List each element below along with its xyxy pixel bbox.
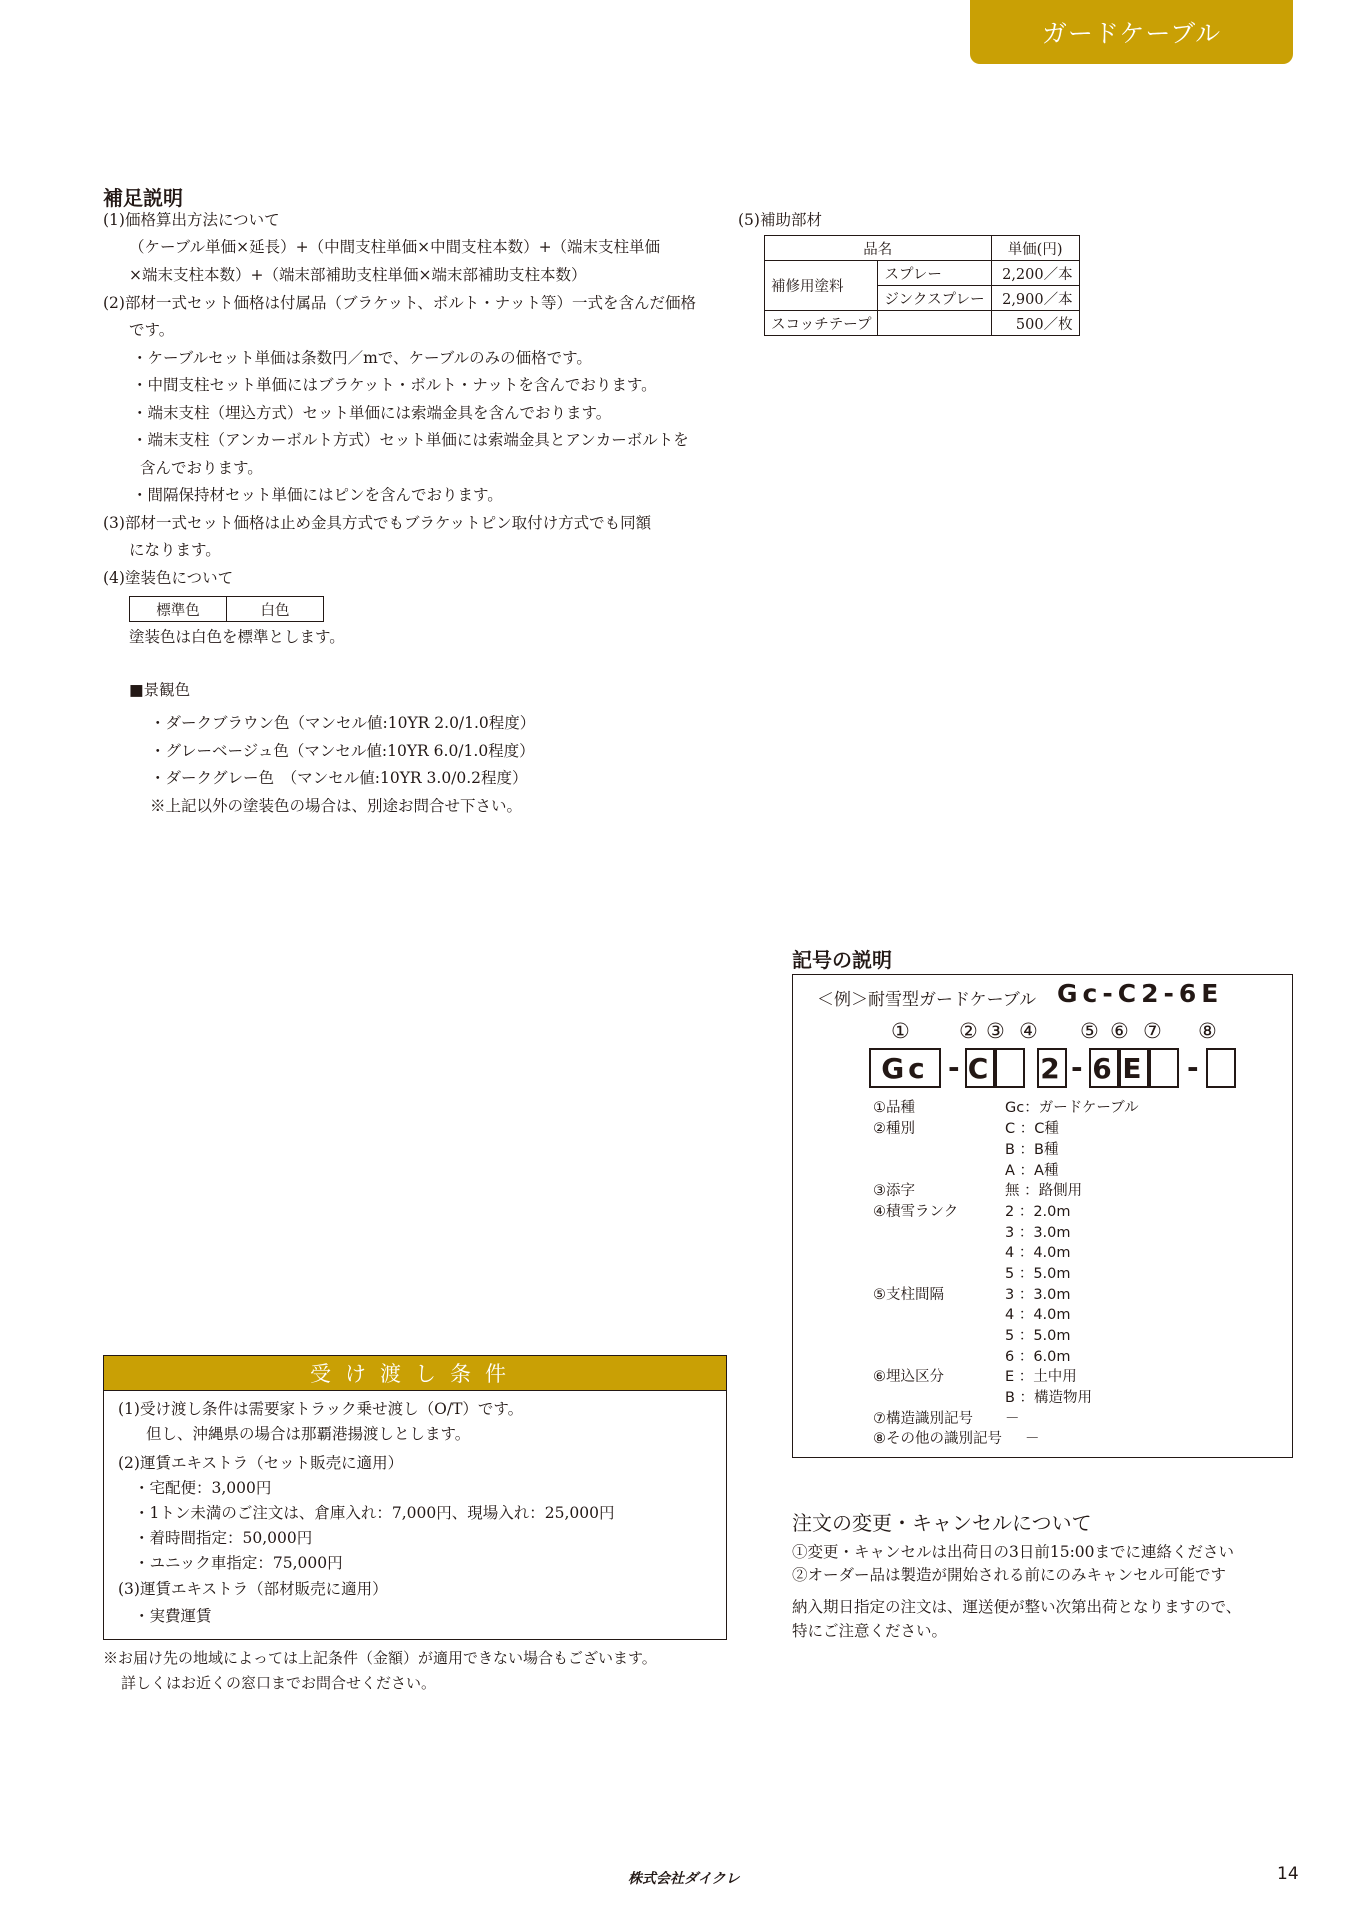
legend-label: ⑧その他の識別記号 — [873, 1431, 1002, 1447]
legend-value: 3 ：3.0m — [1005, 1287, 1071, 1303]
category-tab: ガードケーブル — [970, 0, 1293, 64]
symbols-title: 記号の説明 — [792, 948, 892, 972]
notes-line: ×端末支柱本数）+（端末部補助支柱単価×端末部補助支柱本数） — [129, 266, 587, 284]
paint-table-value: 白色 — [227, 597, 324, 622]
aux-row-price: 500／枚 — [991, 311, 1079, 336]
delivery-line: ・1トン未満のご注文は、倉庫入れ：7,000円、現場入れ：25,000円 — [134, 1504, 615, 1522]
delivery-note: ※お届け先の地域によっては上記条件（金額）が適用できない場合もございます。 — [103, 1649, 657, 1667]
notes-line: です。 — [129, 321, 175, 339]
code-cell-embed: E — [1119, 1048, 1149, 1088]
legend-value: C ：C種 — [1005, 1121, 1059, 1137]
delivery-line: ・宅配便：3,000円 — [134, 1479, 272, 1497]
notes-line: （ケーブル単価×延長）+（中間支柱単価×中間支柱本数）+（端末支柱単価 — [129, 238, 661, 256]
landscape-title: ■景観色 — [129, 681, 191, 699]
page-number: 14 — [1277, 1864, 1299, 1884]
delivery-line: ・実費運賃 — [134, 1607, 212, 1625]
position-number: ⑧ — [1198, 1019, 1217, 1043]
position-number: ⑦ — [1143, 1019, 1162, 1043]
code-dash: - — [1071, 1051, 1083, 1084]
company-logo: 株式会社ダイクレ — [628, 1871, 740, 1887]
legend-value: 5 ：5.0m — [1005, 1266, 1071, 1282]
aux-row-empty — [878, 311, 991, 336]
code-cell-kind: Gc — [869, 1048, 941, 1088]
legend-label: ④積雪ランク — [873, 1204, 959, 1220]
landscape-item: ・ダークグレー色 （マンセル値:10YR 3.0/0.2程度） — [150, 769, 528, 787]
position-number: ③ — [986, 1019, 1005, 1043]
legend-value: A ：A種 — [1005, 1163, 1059, 1179]
landscape-item: ・グレーベージュ色（マンセル値:10YR 6.0/1.0程度） — [150, 742, 535, 760]
legend-value: 6 ：6.0m — [1005, 1349, 1071, 1365]
paint-table — [129, 596, 324, 622]
notes-line: (3)部材一式セット価格は止め金具方式でもブラケットピン取付け方式でも同額 — [103, 514, 652, 532]
aux-group-label: 補修用塗料 — [765, 261, 878, 311]
landscape-item: ・ダークブラウン色（マンセル値:10YR 2.0/1.0程度） — [150, 714, 536, 732]
landscape-note: ※上記以外の塗装色の場合は、別途お問合せ下さい。 — [150, 797, 523, 815]
code-cell-interval: 6 — [1089, 1048, 1119, 1088]
position-number: ① — [891, 1019, 910, 1043]
notes-line: ・端末支柱（アンカーボルト方式）セット単価には索端金具とアンカーボルトを — [132, 431, 689, 449]
delivery-note: 詳しくはお近くの窓口までお問合せください。 — [121, 1674, 437, 1692]
legend-label: ③添字 — [873, 1183, 915, 1199]
cancel-line: ②オーダー品は製造が開始される前にのみキャンセル可能です — [792, 1566, 1227, 1584]
symbols-box — [792, 974, 1293, 1458]
cancel-line: 納入期日指定の注文は、運送便が整い次第出荷となりますので、 — [792, 1598, 1242, 1616]
code-cell-structure — [1149, 1048, 1179, 1088]
notes-line: (1)価格算出方法について — [103, 211, 280, 229]
position-number: ④ — [1019, 1019, 1038, 1043]
legend-value: － — [1005, 1411, 1020, 1427]
legend-label: ⑦構造識別記号 — [873, 1411, 973, 1427]
legend-value: B ：構造物用 — [1005, 1390, 1093, 1406]
notes-title: 補足説明 — [103, 186, 183, 210]
code-dash: - — [1187, 1051, 1199, 1084]
position-number: ⑥ — [1110, 1019, 1129, 1043]
aux-header-price: 単価(円) — [991, 236, 1079, 261]
notes-line: (4)塗装色について — [103, 569, 234, 587]
delivery-line: ・着時間指定：50,000円 — [134, 1529, 313, 1547]
legend-value: Gc：ガードケーブル — [1005, 1100, 1139, 1116]
code-dash: - — [948, 1051, 960, 1084]
delivery-title: 受け渡し条件 — [104, 1356, 726, 1391]
code-cell-snow: 2 — [1037, 1048, 1067, 1088]
legend-value: 4 ：4.0m — [1005, 1245, 1071, 1261]
delivery-line: ・ユニック車指定：75,000円 — [134, 1554, 343, 1572]
delivery-box — [103, 1355, 727, 1640]
legend-label: ②種別 — [873, 1121, 915, 1137]
symbols-example: ＜例＞耐雪型ガードケーブル — [817, 990, 1037, 1010]
notes-line: (2)部材一式セット価格は付属品（ブラケット、ボルト・ナット等）一式を含んだ価格 — [103, 294, 696, 312]
delivery-line: (3)運賃エキストラ（部材販売に適用） — [118, 1580, 388, 1598]
legend-label: ①品種 — [873, 1100, 915, 1116]
legend-value: 3 ：3.0m — [1005, 1225, 1071, 1241]
legend-value: 無 ：路側用 — [1005, 1183, 1083, 1199]
legend-value: 2 ：2.0m — [1005, 1204, 1071, 1220]
legend-label: ⑥埋込区分 — [873, 1369, 944, 1385]
aux-row-name: スプレー — [878, 261, 991, 286]
legend-value: 4 ：4.0m — [1005, 1307, 1071, 1323]
cancel-line: ①変更・キャンセルは出荷日の3日前15:00までに連絡ください — [792, 1543, 1235, 1561]
aux-row-name: スコッチテープ — [765, 311, 878, 336]
aux-row-name: ジンクスプレー — [878, 286, 991, 311]
notes-line: ・端末支柱（埋込方式）セット単価には索端金具を含んでおります。 — [132, 404, 612, 422]
aux-table — [764, 235, 1080, 336]
aux-header-name: 品名 — [765, 236, 992, 261]
legend-value: 5 ：5.0m — [1005, 1328, 1071, 1344]
aux-row-price: 2,200／本 — [991, 261, 1079, 286]
position-number: ⑤ — [1080, 1019, 1099, 1043]
cancel-title: 注文の変更・キャンセルについて — [792, 1511, 1092, 1535]
aux-title: (5)補助部材 — [738, 211, 822, 229]
legend-value: － — [1025, 1431, 1040, 1447]
notes-line: ・ケーブルセット単価は条数円／mで、ケーブルのみの価格です。 — [132, 349, 592, 367]
paint-note: 塗装色は白色を標準とします。 — [129, 628, 345, 646]
code-cell-other — [1206, 1048, 1236, 1088]
legend-value: E ：土中用 — [1005, 1369, 1077, 1385]
symbols-example-code: Gc-C2-6E — [1057, 979, 1224, 1008]
code-cell-suffix — [995, 1048, 1025, 1088]
paint-table-label: 標準色 — [130, 597, 227, 622]
delivery-line: (1)受け渡し条件は需要家トラック乗せ渡し（O/T）です。 — [118, 1400, 524, 1418]
code-cell-type: C — [965, 1048, 995, 1088]
notes-line: になります。 — [129, 541, 221, 559]
notes-line: ・間隔保持材セット単価にはピンを含んでおります。 — [132, 486, 503, 504]
delivery-line: 但し、沖縄県の場合は那覇港揚渡しとします。 — [146, 1425, 471, 1443]
aux-row-price: 2,900／本 — [991, 286, 1079, 311]
legend-value: B ：B種 — [1005, 1142, 1059, 1158]
position-number: ② — [959, 1019, 978, 1043]
notes-line: 含んでおります。 — [140, 459, 263, 477]
cancel-line: 特にご注意ください。 — [792, 1622, 948, 1640]
notes-line: ・中間支柱セット単価にはブラケット・ボルト・ナットを含んでおります。 — [132, 376, 657, 394]
legend-label: ⑤支柱間隔 — [873, 1287, 944, 1303]
delivery-line: (2)運賃エキストラ（セット販売に適用） — [118, 1454, 404, 1472]
